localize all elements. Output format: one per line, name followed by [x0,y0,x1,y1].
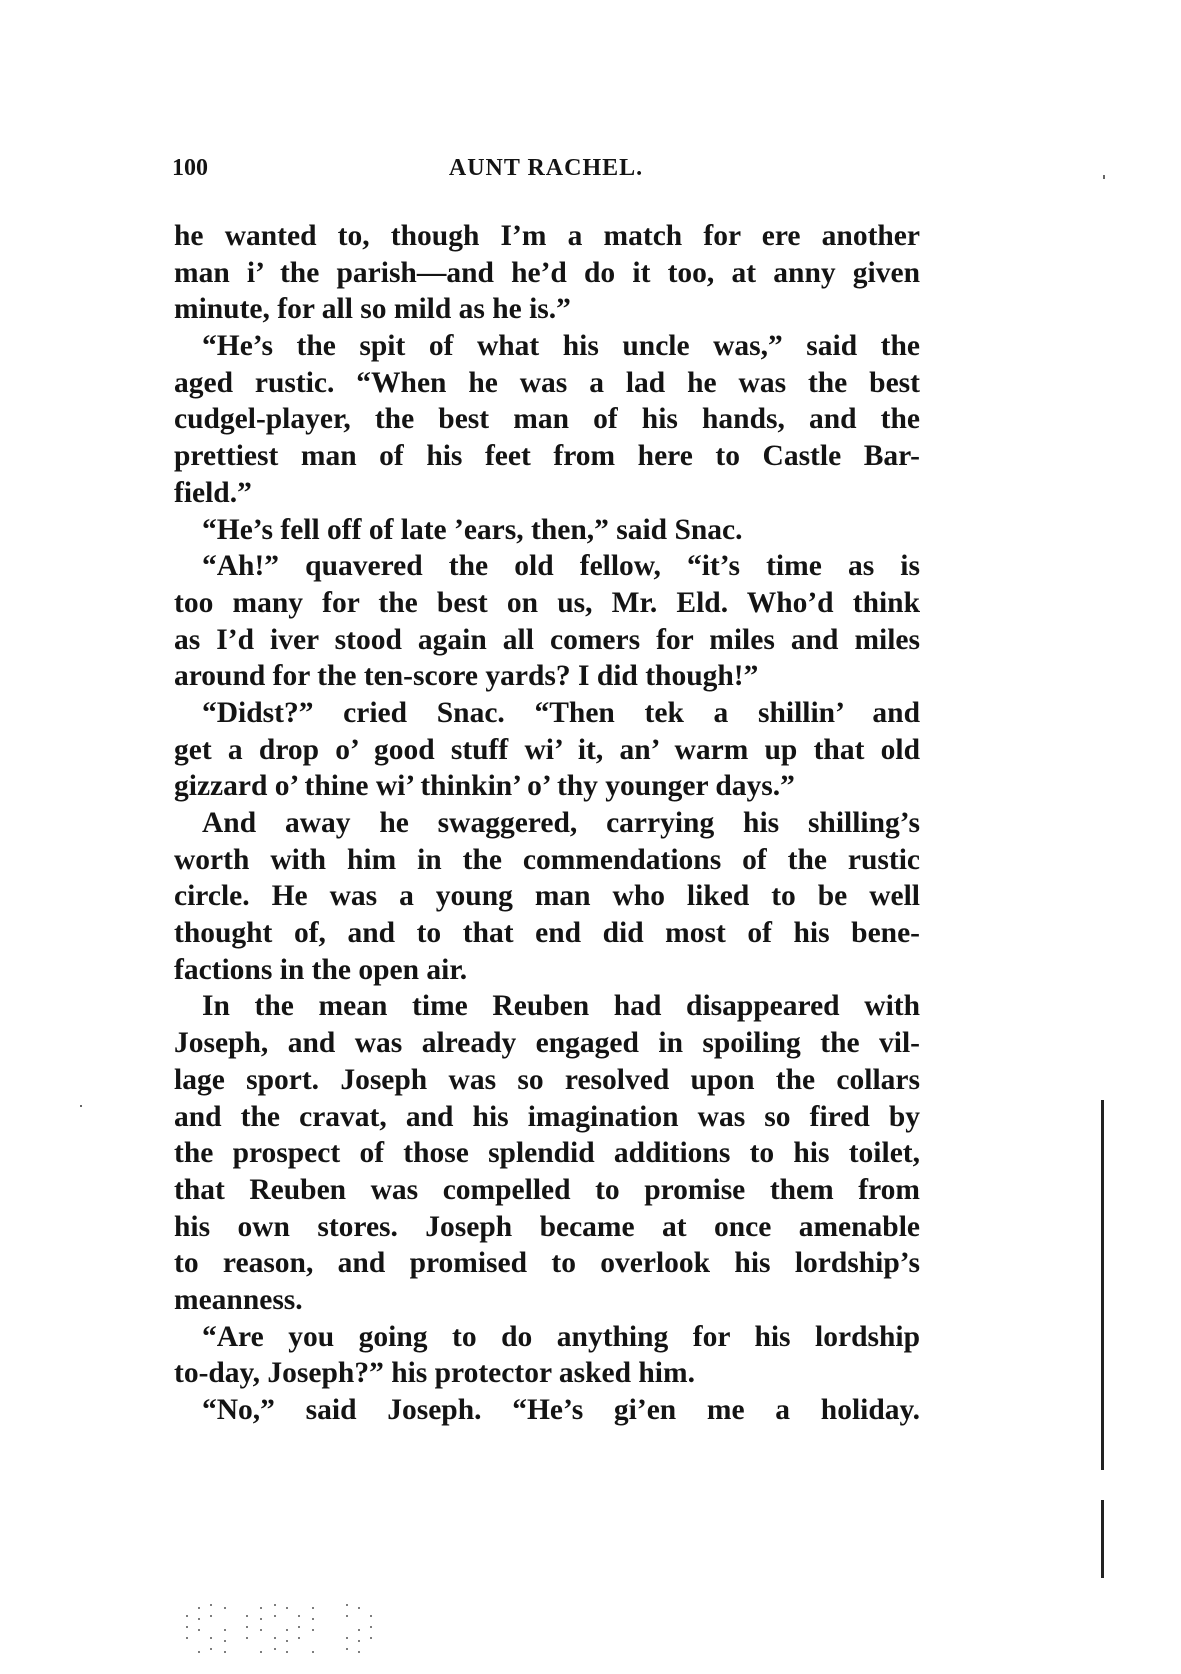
text-line: and the cravat, and his imagination was so fired by [174,1100,920,1133]
text-line: “He’s fell off of late ’ears, then,” said Snac. [202,513,743,546]
text-line: cudgel-player, the best man of his hands, and the [174,403,920,436]
text-line: to reason, and promised to overlook his lordship’s [174,1247,920,1280]
text-line: worth with him in the commendations of the rustic [174,843,920,876]
scan-margin-line [1101,1500,1104,1578]
text-line: gizzard o’ thine wi’ thinkin’ o’ thy younger days.” [174,770,795,803]
text-line: get a drop o’ good stuff wi’ it, an’ warm up that old [174,733,920,766]
scan-speck [274,1604,276,1606]
scan-speck [312,1651,314,1653]
text-line: minute, for all so mild as he is.” [174,293,571,326]
scan-speck [224,1607,226,1609]
text-line: “Didst?” cried Snac. “Then tek a shillin’ and [202,696,920,729]
scan-speck [224,1629,226,1631]
text-line: man i’ the parish—and he’d do it too, at anny given [174,256,920,289]
scan-speck [260,1651,262,1653]
scan-speck [210,1604,212,1606]
text-line: “Are you going to do anything for his lordship [202,1320,920,1353]
scan-speck [246,1637,248,1639]
scan-speck [198,1651,200,1653]
scan-speck [274,1637,276,1639]
scan-speck [224,1640,226,1642]
scan-speck [260,1618,262,1620]
scan-speck [370,1637,372,1639]
scan-speck [186,1637,188,1639]
scan-speck [198,1607,200,1609]
scan-speck [312,1607,314,1609]
scan-speck [358,1651,360,1653]
text-line: prettiest man of his feet from here to Castle Bar- [174,440,920,473]
scan-speck [298,1637,300,1639]
scan-speck [246,1626,248,1628]
scan-speck [370,1626,372,1628]
scan-speck [246,1615,248,1617]
scan-speck [346,1615,348,1617]
text-line: lage sport. Joseph was so resolved upon the collars [174,1063,920,1096]
scan-speck [210,1648,212,1650]
scan-speck [80,1105,82,1107]
running-title: AUNT RACHEL. [448,155,644,181]
scan-speck [286,1629,288,1631]
scan-speck [346,1604,348,1606]
scan-speck [346,1637,348,1639]
scan-speck [346,1648,348,1650]
scan-speck [198,1629,200,1631]
text-line: In the mean time Reuben had disappeared with [202,990,920,1023]
text-line: as I’d iver stood again all comers for miles and miles [174,623,920,656]
text-line: “No,” said Joseph. “He’s gi’en me a holiday. [202,1394,920,1426]
scan-speck [286,1651,288,1653]
text-line: aged rustic. “When he was a lad he was the best [174,366,920,399]
scan-speck [260,1629,262,1631]
text-line: “Ah!” quavered the old fellow, “it’s time as is [202,550,920,583]
text-line: factions in the open air. [174,953,468,986]
running-head [172,155,920,195]
scan-speck [312,1618,314,1620]
scan-speck [274,1648,276,1650]
page-number: 100 [172,155,208,181]
text-line: he wanted to, though I’m a match for ere another [174,220,920,252]
scan-speck [358,1629,360,1631]
scan-speck [370,1615,372,1617]
text-line: “He’s the spit of what his uncle was,” said the [202,330,920,363]
scan-speck [210,1615,212,1617]
text-line: field.” [174,476,252,509]
scan-speck [312,1629,314,1631]
scan-speck [260,1607,262,1609]
body-text [174,218,920,1429]
scan-speck [358,1607,360,1609]
text-line: that Reuben was compelled to promise them from [174,1173,920,1206]
scan-speck [224,1651,226,1653]
scan-speck [286,1607,288,1609]
scan-speck [210,1637,212,1639]
text-line: to-day, Joseph?” his protector asked him. [174,1357,695,1390]
text-line: meanness. [174,1283,303,1316]
scan-speck [358,1640,360,1642]
text-line: the prospect of those splendid additions to his toilet, [174,1137,920,1170]
scan-speck [286,1640,288,1642]
scan-speck [186,1626,188,1628]
scan-speck [198,1618,200,1620]
scan-speck [298,1615,300,1617]
scan-noise [186,1604,396,1659]
scan-speck [186,1615,188,1617]
scan-speck [1103,175,1105,179]
scan-speck [274,1615,276,1617]
text-line: circle. He was a young man who liked to be well [174,880,920,913]
text-line: Joseph, and was already engaged in spoiling the vil- [174,1027,920,1060]
scan-margin-line [1101,1100,1104,1470]
text-line: around for the ten-score yards? I did though!” [174,660,759,693]
scan-speck [298,1626,300,1628]
text-line: thought of, and to that end did most of his bene- [174,917,920,950]
text-line: too many for the best on us, Mr. Eld. Who’d think [174,586,920,619]
text-line: And away he swaggered, carrying his shilling’s [202,807,920,839]
text-line: his own stores. Joseph became at once amenable [174,1210,920,1243]
